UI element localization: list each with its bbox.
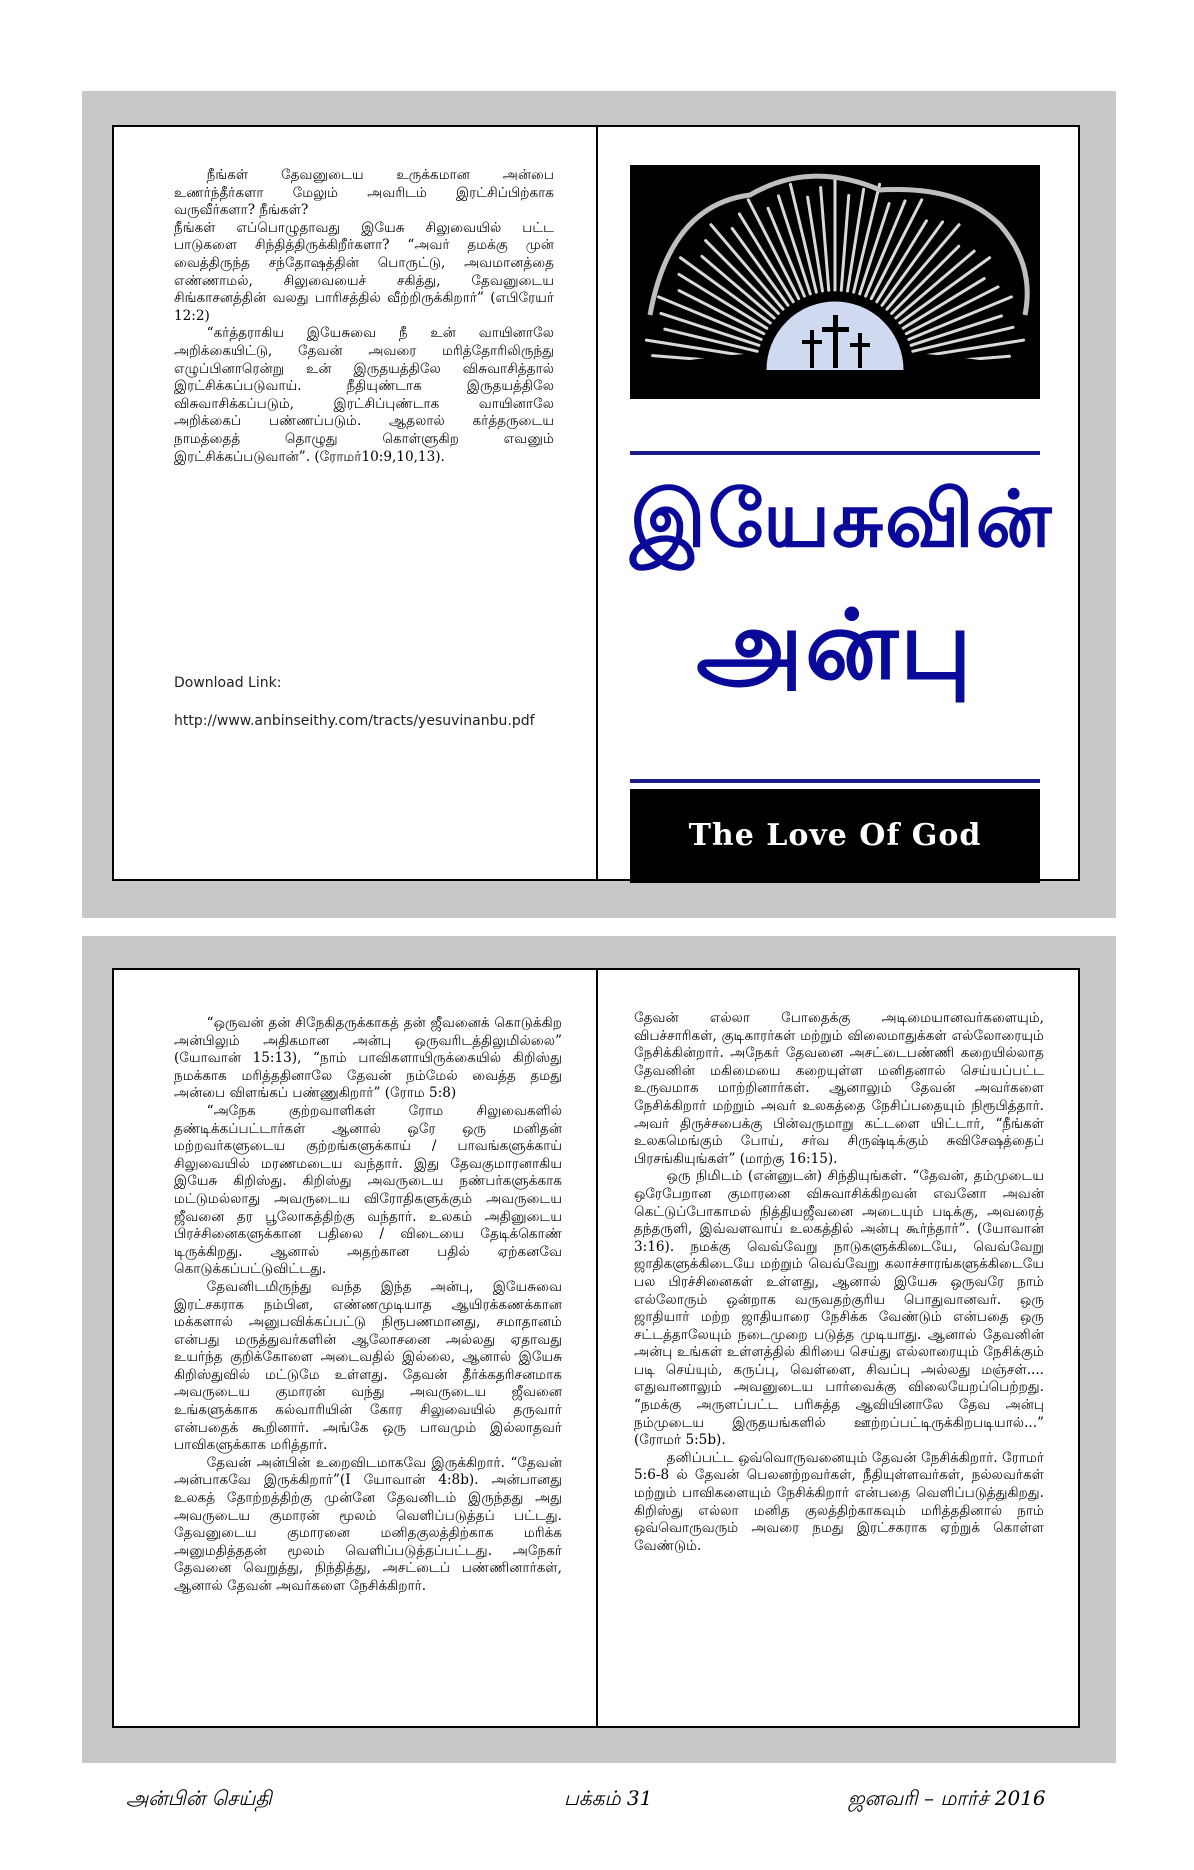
top-left-column	[174, 167, 554, 466]
bottom-left-column	[174, 1015, 562, 1596]
paragraph: தேவன் எல்லா போதைக்கு அடிமையானவர்களையும், விபச்சாரிகள், குடிகாரர்கள் மற்றும் விலைமாதுக்கள் எல்லோரையும் நேசிக்கின்றார். அநேகர் தேவனை அசட்டைபண்ணி கறையில்லாத தேவனின் மகிமையை கறையுள்ள மனிதனால் செய்யப்பட்ட உருவமாக மாற்றினார்கள். ஆனாலும் தேவன் அவர்களை நேசிக்கிறார் மற்றும் அவர் உலகத்தை நேசிப்பதையும் நிரூபித்தார். அவர் திருச்சபைக்கு பின்வருமாறு கட்டளை யிட்டார், “நீங்கள் உலகமெங்கும் போய், சர்வ சிருஷ்டிக்கும் சுவிசேஷத்தைப் பிரசங்கியுங்கள்” (மாற்கு 16:15).	[634, 1010, 1044, 1167]
paragraph: “கர்த்தராகிய இயேசுவை நீ உன் வாயினாலே அறிக்கையிட்டு, தேவன் அவரை மரித்தோரிலிருந்து எழுப்பினாரென்று உன் இருதயத்திலே விசுவாசித்தால் இரட்சிக்கப்படுவாய். நீதியுண்டாக இருதயத்திலே விசுவாசிக்கப்படும், இரட்சிப்புண்டாக வாயினாலே அறிக்கைப் பண்ணப்படும். ஆதலால் கர்த்தருடைய நாமத்தைத் தொழுது கொள்ளுகிற எவனும் இரட்சிக்கப்படுவான்”. (ரோமர்10:9,10,13).	[174, 325, 554, 465]
bottom-spread	[82, 936, 1116, 1763]
cover-title-line2: அன்பு	[696, 589, 974, 701]
sunrise-three-crosses-icon	[630, 165, 1040, 399]
fold-divider	[596, 970, 598, 1726]
cover-title-line1: இயேசுவின்	[630, 475, 1054, 565]
paragraph: “அநேக குற்றவாளிகள் ரோம சிலுவைகளில் தண்டிக்கப்பட்டார்கள் ஆனால் ஒரே ஒரு மனிதன் மற்றவர்களுடைய குற்றங்களுக்காய் / பாவங்களுக்காய் சிலுவையில் மரணமடைய வந்தார். இது தேவகுமாரனாகிய இயேசு கிறிஸ்து. கிறிஸ்து அவருடைய நண்பர்களுக்காக மட்டுமல்லாது அவருடைய விரோதிகளுக்கும் அவருடைய ஜீவனை தர பூலோகத்திற்கு வந்தார். உலகம் அதினுடைய பிரச்சினைகளுக்கான பதிலை / விடையை தேடிக்கொண் டிருக்கிறது. ஆனால் அதற்கான பதில் ஏற்கனவே கொடுக்கப்பட்டுவிட்டது.	[174, 1102, 562, 1278]
bottom-sheet	[112, 968, 1080, 1728]
title-rule-top	[630, 451, 1040, 455]
paragraph: தேவனிடமிருந்து வந்த இந்த அன்பு, இயேசுவை இரட்சகராக நம்பின, எண்ணமுடியாத ஆயிரக்கணக்கான மக்களால் அனுபவிக்கப்பட்டு நிரூபணமானது, சமாதானம் என்பது மருத்துவர்களின் ஆலோசனை அல்லது ஏதாவது உயர்ந்த குறிக்கோளை அடைவதில் இல்லை, ஆனால் இயேசு கிறிஸ்துவில் மட்டுமே உள்ளது. தேவன் தீர்க்கதரிசனமாக அவருடைய குமாரன் வந்து அவருடைய ஜீவனை உங்களுக்காக கல்வாரியின் கோர சிலுவையில் தருவார் என்பதைக் கூறினார். அங்கே ஒரு பாவமும் இல்லாதவர் பாவிகளுக்காக மரித்தார்.	[174, 1278, 562, 1454]
paragraph: தேவன் அன்பின் உறைவிடமாகவே இருக்கிறார். “தேவன் அன்பாகவே இருக்கிறார்”(I யோவான் 4:8b). அன்பானது உலகத் தோற்றத்திற்கு முன்னே தேவனிடம் இருந்தது அது அவருடைய குமாரன் மூலம் வெளிப்படுத்தப் பட்டது. தேவனுடைய குமாரனை மனிதகுலத்திற்காக மரிக்க அனுமதித்ததன் மூலம் வெளிப்படுத்தப்பட்டது. அநேகர் தேவனை வெறுத்து, நிந்தித்து, அசட்டைப் பண்ணினார்கள், ஆனால் தேவன் அவர்களை நேசிக்கிறார்.	[174, 1454, 562, 1594]
top-spread	[82, 91, 1116, 918]
paragraph: ஒரு நிமிடம் (என்னுடன்) சிந்தியுங்கள். “தேவன், தம்முடைய ஒரேபேறான குமாரனை விசுவாசிக்கிறவன் எவனோ அவன் கெட்டுப்போகாமல் நித்தியஜீவனை அடையும் படிக்கு, அவரைத் தந்தருளி, இவ்வளவாய் உலகத்தில் அன்பு கூர்ந்தார்”. (யோவான் 3:16). நமக்கு வெவ்வேறு நாடுகளுக்கிடையே, வெவ்வேறு ஜாதிகளுக்கிடையே மற்றும் வெவ்வேறு கலாச்சாரங்களுக்கிடையே பல பிரச்சினைகள் உள்ளது, ஆனால் இயேசு ஒருவரே நாம் எல்லோரும் ஒன்றாக வருவதற்குரிய பொதுவானவர். ஒரு ஜாதியார் மற்ற ஜாதியாரை நேசிக்க வேண்டும் என்பதை ஒரு சட்டத்தாலேயும் நடைமுறை படுத்த முடியாது. ஆனால் தேவனின் அன்பு உங்கள் உள்ளத்தில் கிரியை செய்து எல்லாரையும் நேசிக்கும் படி செய்யும், கருப்பு, வெள்ளை, சிவப்பு அல்லது மஞ்சள்.... எதுவானாலும் அவனுடைய பார்வைக்கு விலையேறப்பெற்றது. “நமக்கு அருளப்பட்ட பரிசுத்த ஆவியினாலே தேவ அன்பு நம்முடைய இருதயங்களில் ஊற்றப்பட்டிருக்கிறபடியால்...” (ரோமர் 5:5b).	[634, 1168, 1044, 1449]
footer-page-number: பக்கம் 31	[564, 1786, 653, 1810]
top-sheet	[112, 125, 1080, 881]
download-link[interactable]: http://www.anbinseithy.com/tracts/yesuvinanbu.pdf	[174, 713, 535, 729]
paragraph: “ஒருவன் தன் சிநேகிதருக்காகத் தன் ஜீவனைக் கொடுக்கிற அன்பிலும் அதிகமான அன்பு ஒருவரிடத்திலுமில்லை” (யோவான் 15:13), “நாம் பாவிகளாயிருக்கையில் கிறிஸ்து நமக்காக மரித்ததினாலே தேவன் நம்மேல் வைத்த தமது அன்பை விளங்கப் பண்ணுகிறார்” (ரோம 5:8)	[174, 1015, 562, 1102]
footer-magazine-name: அன்பின் செய்தி	[126, 1786, 272, 1810]
title-rule-bottom	[630, 779, 1040, 783]
paragraph: நீங்கள் எப்பொழுதாவது இயேசு சிலுவையில் பட்ட பாடுகளை சிந்தித்திருக்கிறீர்களா? “அவர் தமக்கு முன் வைத்திருந்த சந்தோஷத்தின் பொருட்டு, அவமானத்தை எண்ணாமல், சிலுவையைச் சகித்து, தேவனுடைய சிங்காசனத்தின் வலது பாரிசத்தில் வீற்றிருக்கிறார்” (எபிரேயர் 12:2)	[174, 219, 554, 324]
paragraph: தனிப்பட்ட ஒவ்வொருவனையும் தேவன் நேசிக்கிறார். ரோமர் 5:6-8 ல் தேவன் பெலனற்றவர்கள், நீதியுள்ளவர்கள், நல்லவர்கள் மற்றும் பாவிகளையும் நேசிக்கிறார் என்பதை வெளிப்படுத்துகிறது. கிறிஸ்து எல்லா மனித குலத்திற்காகவும் மரித்ததினால் நாம் ஒவ்வொருவரும் அவரை நமது இரட்சகராக ஏற்றுக் கொள்ள வேண்டும்.	[634, 1449, 1044, 1554]
fold-divider	[596, 127, 598, 879]
footer-issue-date: ஜனவரி – மார்ச் 2016	[848, 1786, 1046, 1810]
paragraph: நீங்கள் தேவனுடைய உருக்கமான அன்பை உணர்ந்தீர்களா மேலும் அவரிடம் இரட்சிப்பிற்காக வருவீர்களா? நீங்கள்?	[174, 167, 554, 219]
bottom-right-column	[634, 1010, 1044, 1555]
cover-subtitle: The Love Of God	[630, 789, 1040, 883]
download-label: Download Link:	[174, 675, 282, 691]
